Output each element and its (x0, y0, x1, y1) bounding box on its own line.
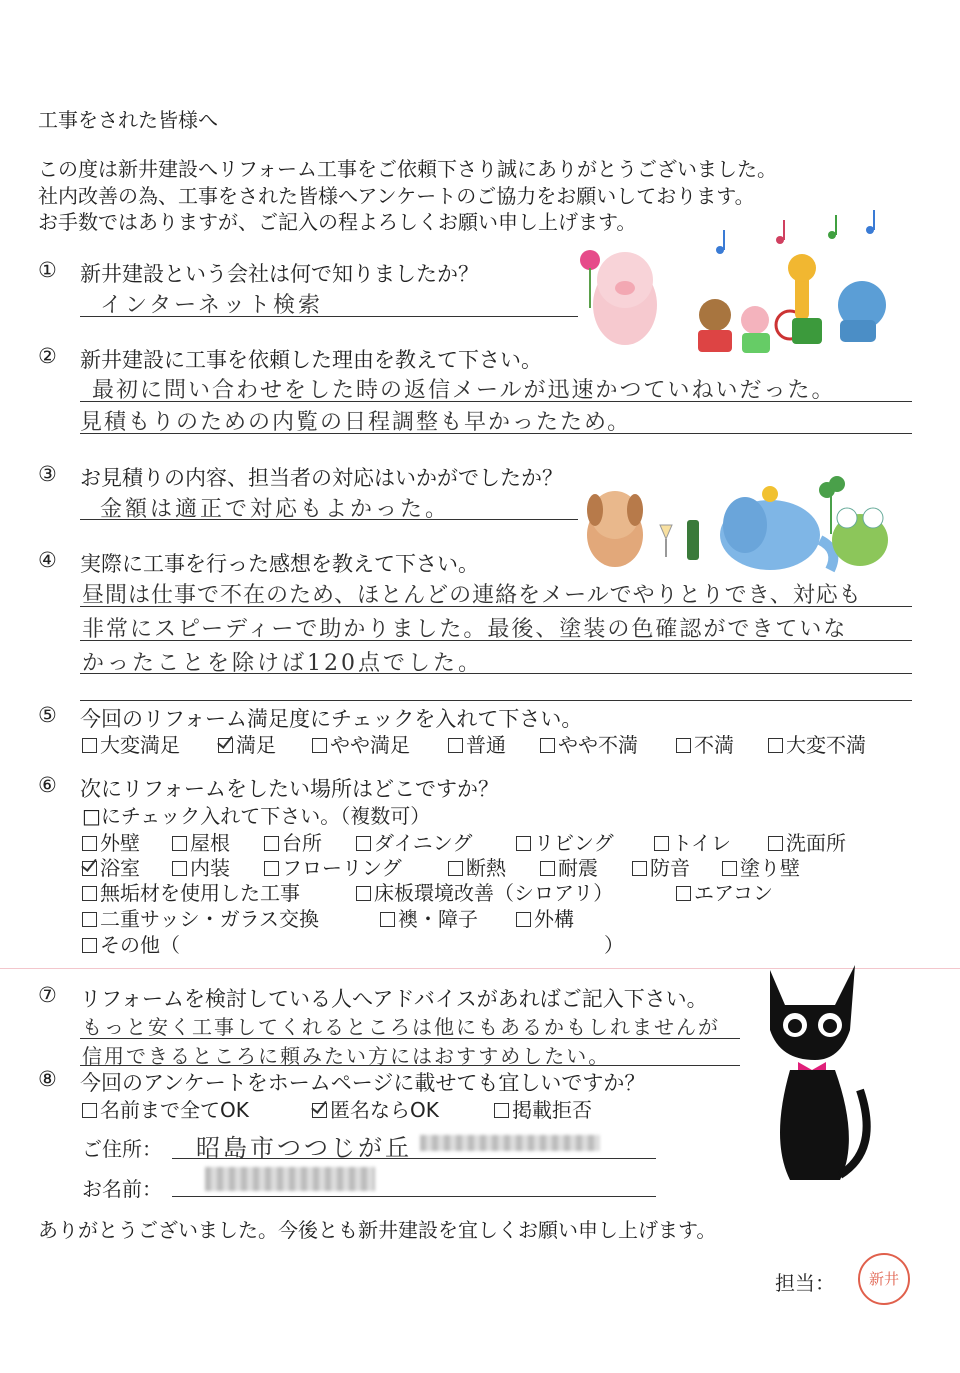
q7-text: リフォームを検討している人へアドバイスがあればご記入下さい。 (80, 987, 708, 1011)
q6-text: 次にリフォームをしたい場所はどこですか？ (80, 777, 499, 801)
q4-line-3 (80, 673, 912, 674)
checkbox-icon[interactable] (722, 861, 737, 876)
checkbox-icon[interactable] (82, 886, 97, 901)
q3-number: ③ (38, 462, 57, 486)
q6-r2-6[interactable]: 防音 (632, 852, 690, 881)
q6-r1-5[interactable]: リビング (516, 827, 614, 856)
q2-number: ② (38, 344, 57, 368)
animal-band-illustration-icon (570, 190, 950, 360)
q2-answer-1: 最初に問い合わせをした時の返信メールが迅速かつていねいだった。 (92, 378, 836, 403)
q7-line-2 (80, 1065, 740, 1066)
elephant-icon (720, 486, 833, 570)
q6-instruction: □にチェック入れて下さい。（複数可） (82, 804, 431, 828)
name-line (172, 1196, 656, 1197)
music-notes-icon (716, 210, 875, 254)
q5-option-2[interactable]: 満足 (218, 729, 276, 758)
q4-line-2 (80, 640, 912, 641)
checkbox-icon[interactable] (172, 836, 187, 851)
q1-answer: インターネット検索 (100, 293, 324, 318)
dog-elephant-frog-illustration-icon (575, 470, 905, 580)
tanto-label: 担当： (775, 1271, 835, 1295)
q6-other-close: ） (604, 933, 624, 957)
q4-line-1 (80, 606, 912, 607)
q4-answer-3: かったことを除けば120点でした。 (82, 651, 483, 676)
dog-with-glasses-icon (587, 491, 699, 567)
q4-number: ④ (38, 548, 57, 572)
checkbox-icon[interactable] (312, 738, 327, 753)
checkbox-icon[interactable] (82, 912, 97, 927)
q8-option-3[interactable]: 掲載拒否 (494, 1094, 592, 1123)
tanto-stamp-icon: 新井 (858, 1253, 910, 1305)
q6-r1-2[interactable]: 屋根 (172, 827, 230, 856)
q7-number: ⑦ (38, 983, 57, 1007)
checkbox-icon[interactable] (82, 1103, 97, 1118)
checkbox-icon[interactable] (82, 836, 97, 851)
q6-r3-2[interactable]: 床板環境改善（シロアリ） (356, 877, 613, 906)
checkbox-icon[interactable] (448, 738, 463, 753)
checkbox-icon[interactable] (516, 836, 531, 851)
q3-answer: 金額は適正で対応もよかった。 (100, 497, 451, 522)
checkbox-icon[interactable] (540, 861, 555, 876)
q1-line (80, 316, 578, 317)
address-line (172, 1158, 656, 1159)
checkbox-icon[interactable] (448, 861, 463, 876)
checkbox-icon[interactable] (264, 861, 279, 876)
q2-line-1 (80, 401, 912, 402)
q4-answer-2: 非常にスピーディーで助かりました。最後、塗装の色確認ができていな (82, 617, 848, 642)
q4-line-4 (80, 700, 912, 701)
checkbox-icon[interactable] (540, 738, 555, 753)
q6-r2-1[interactable]: 浴室 (82, 852, 140, 881)
intro-line-3: お手数ではありますが、ご記入の程よろしくお願い申し上げます。 (38, 210, 637, 234)
q6-r3-1[interactable]: 無垢材を使用した工事 (82, 877, 300, 906)
q6-r4-2[interactable]: 襖・障子 (380, 903, 478, 932)
q7-answer-1: もっと安く工事してくれるところは他にもあるかもしれませんが (82, 1015, 720, 1039)
checkbox-icon[interactable] (516, 912, 531, 927)
address-redacted (420, 1135, 600, 1151)
q8-number: ⑧ (38, 1067, 57, 1091)
q6-r2-3[interactable]: フローリング (264, 852, 402, 881)
q6-r2-7[interactable]: 塗り壁 (722, 852, 800, 881)
q3-text: お見積りの内容、担当者の対応はいかがでしたか？ (80, 466, 563, 490)
black-cat-icon (740, 950, 880, 1200)
q3-line (80, 519, 578, 520)
checkbox-icon[interactable] (768, 836, 783, 851)
name-label: お名前： (82, 1177, 162, 1201)
checkbox-icon[interactable] (676, 886, 691, 901)
q8-text: 今回のアンケートをホームページに載せても宜しいですか？ (80, 1071, 646, 1095)
thanks-text: ありがとうございました。今後とも新井建設を宜しくお願い申し上げます。 (38, 1218, 717, 1242)
checkbox-icon[interactable] (356, 886, 371, 901)
checked-checkbox-icon[interactable] (218, 738, 233, 753)
address-label: ご住所： (82, 1137, 162, 1161)
checkbox-icon[interactable] (82, 938, 97, 953)
q7-line-1 (80, 1038, 740, 1039)
q6-r1-1[interactable]: 外壁 (82, 827, 140, 856)
intro-line-1: この度は新井建設へリフォーム工事をご依頼下さり誠にありがとうございました。 (38, 157, 777, 181)
q5-option-5[interactable]: やや不満 (540, 729, 638, 758)
greeting: 工事をされた皆様へ (38, 108, 218, 132)
q6-r4-1[interactable]: 二重サッシ・ガラス交換 (82, 903, 319, 932)
q5-option-4[interactable]: 普通 (448, 729, 506, 758)
q6-number: ⑥ (38, 773, 57, 797)
q5-option-1[interactable]: 大変満足 (82, 729, 180, 758)
checkbox-icon[interactable] (264, 836, 279, 851)
q6-r2-4[interactable]: 断熱 (448, 852, 506, 881)
q6-r2-5[interactable]: 耐震 (540, 852, 598, 881)
checkbox-icon[interactable] (380, 912, 395, 927)
q6-other[interactable]: その他（ (82, 929, 180, 958)
q5-number: ⑤ (38, 703, 57, 727)
checkbox-icon[interactable] (632, 861, 647, 876)
q5-option-6[interactable]: 不満 (676, 729, 734, 758)
intro-line-2: 社内改善の為、工事をされた皆様へアンケートのご協力をお願いしております。 (38, 184, 755, 208)
checked-checkbox-icon[interactable] (312, 1103, 327, 1118)
q8-option-1[interactable]: 名前まで全てOK (82, 1094, 249, 1123)
q8-option-2[interactable]: 匿名ならOK (312, 1094, 439, 1123)
checkbox-icon[interactable] (654, 836, 669, 851)
checkbox-icon[interactable] (676, 738, 691, 753)
q6-r4-3[interactable]: 外構 (516, 903, 574, 932)
name-redacted (205, 1167, 375, 1191)
q5-text: 今回のリフォーム満足度にチェックを入れて下さい。 (80, 707, 583, 731)
q2-answer-2: 見積もりのための内覧の日程調整も早かったため。 (80, 410, 632, 435)
q6-r1-7[interactable]: 洗面所 (768, 827, 846, 856)
q4-text: 実際に工事を行った感想を教えて下さい。 (80, 552, 479, 576)
q1-number: ① (38, 258, 57, 282)
q2-line-2 (80, 433, 912, 434)
checkbox-icon[interactable] (356, 836, 371, 851)
checkbox-icon[interactable] (494, 1103, 509, 1118)
q4-answer-1: 昼間は仕事で不在のため、ほとんどの連絡をメールでやりとりでき、対応も (82, 583, 862, 608)
checkbox-icon[interactable] (172, 861, 187, 876)
q6-r1-6[interactable]: トイレ (654, 827, 731, 856)
checkbox-icon[interactable] (82, 738, 97, 753)
q6-r3-3[interactable]: エアコン (676, 877, 773, 906)
q6-r1-4[interactable]: ダイニング (356, 827, 472, 856)
q1-text: 新井建設という会社は何で知りましたか？ (80, 262, 479, 286)
q2-text: 新井建設に工事を依頼した理由を教えて下さい。 (80, 348, 542, 372)
checked-checkbox-icon[interactable] (82, 861, 97, 876)
checkbox-icon[interactable] (768, 738, 783, 753)
q7-answer-2: 信用できるところに頼みたい方にはおすすめしたい。 (82, 1044, 611, 1068)
q5-option-7[interactable]: 大変不満 (768, 729, 866, 758)
q5-option-3[interactable]: やや満足 (312, 729, 410, 758)
q6-r1-3[interactable]: 台所 (264, 827, 322, 856)
pig-with-flower-icon (580, 250, 657, 345)
address-value: 昭島市つつじが丘 (196, 1134, 412, 1162)
q6-r2-2[interactable]: 内装 (172, 852, 230, 881)
